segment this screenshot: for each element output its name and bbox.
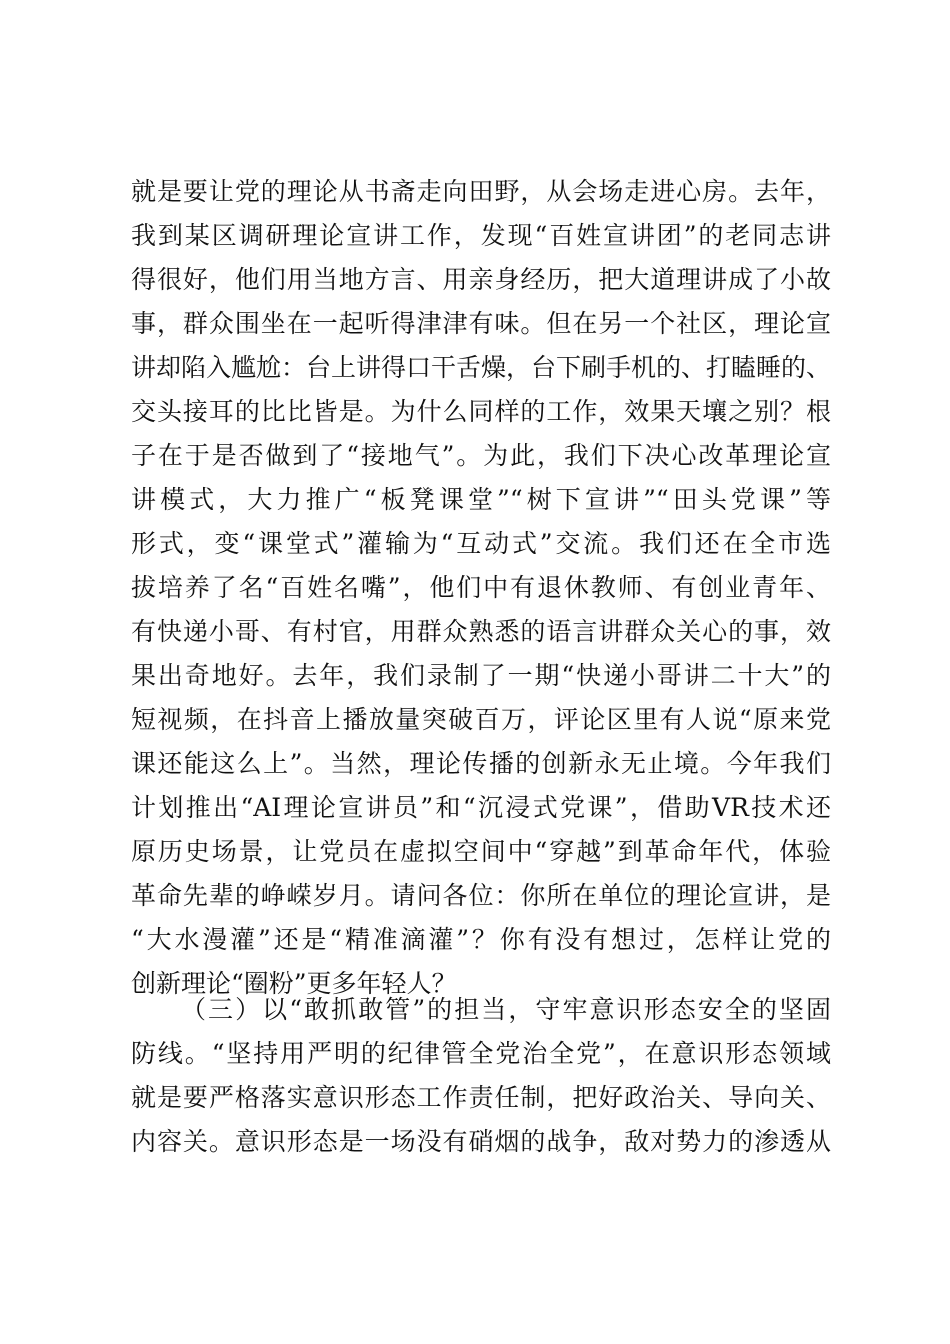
paragraph-theory-outreach bbox=[131, 170, 831, 1006]
text-line: 短视频，在抖音上播放量突破百万，评论区里有人说“原来党 bbox=[131, 705, 831, 734]
text-line: 讲模式，大力推广“板凳课堂”“树下宣讲”“田头党课”等 bbox=[131, 485, 831, 514]
text-line: 我到某区调研理论宣讲工作，发现“百姓宣讲团”的老同志讲 bbox=[131, 221, 831, 250]
text-line: 课还能这么上”。当然，理论传播的创新永无止境。今年我们 bbox=[131, 749, 831, 778]
text-line: 原历史场景，让党员在虚拟空间中“穿越”到革命年代，体验 bbox=[131, 837, 831, 866]
text-line: 创新理论“圈粉”更多年轻人？ bbox=[131, 969, 457, 998]
text-line: 革命先辈的峥嵘岁月。请问各位：你所在单位的理论宣讲，是 bbox=[131, 881, 831, 910]
text-line: 拔培养了名“百姓名嘴”，他们中有退休教师、有创业青年、 bbox=[131, 573, 831, 602]
text-line: 讲却陷入尴尬：台上讲得口干舌燥，台下刷手机的、打瞌睡的、 bbox=[131, 353, 832, 382]
text-line: 计划推出“AI理论宣讲员”和“沉浸式党课”，借助VR技术还 bbox=[131, 793, 831, 822]
text-line: 内容关。意识形态是一场没有硝烟的战争，敌对势力的渗透从 bbox=[131, 1127, 831, 1156]
text-line: 果出奇地好。去年，我们录制了一期“快递小哥讲二十大”的 bbox=[131, 661, 831, 690]
text-line: 就是要让党的理论从书斋走向田野，从会场走进心房。去年， bbox=[131, 177, 831, 206]
text-line: 交头接耳的比比皆是。为什么同样的工作，效果天壤之别？根 bbox=[131, 397, 831, 426]
text-line: 事，群众围坐在一起听得津津有味。但在另一个社区，理论宣 bbox=[131, 309, 831, 338]
text-line: “大水漫灌”还是“精准滴灌”？你有没有想过，怎样让党的 bbox=[131, 925, 831, 954]
section-heading-line: （三）以“敢抓敢管”的担当，守牢意识形态安全的坚固 bbox=[181, 995, 831, 1024]
text-line: 就是要严格落实意识形态工作责任制，把好政治关、导向关、 bbox=[131, 1083, 831, 1112]
text-line: 子在于是否做到了“接地气”。为此，我们下决心改革理论宣 bbox=[131, 441, 831, 470]
text-line: 有快递小哥、有村官，用群众熟悉的语言讲群众关心的事，效 bbox=[131, 617, 831, 646]
text-line: 得很好，他们用当地方言、用亲身经历，把大道理讲成了小故 bbox=[131, 265, 831, 294]
text-line: 防线。“坚持用严明的纪律管全党治全党”，在意识形态领域 bbox=[131, 1039, 831, 1068]
paragraph-ideology-security bbox=[131, 988, 831, 1164]
text-line: 形式，变“课堂式”灌输为“互动式”交流。我们还在全市选 bbox=[131, 529, 831, 558]
